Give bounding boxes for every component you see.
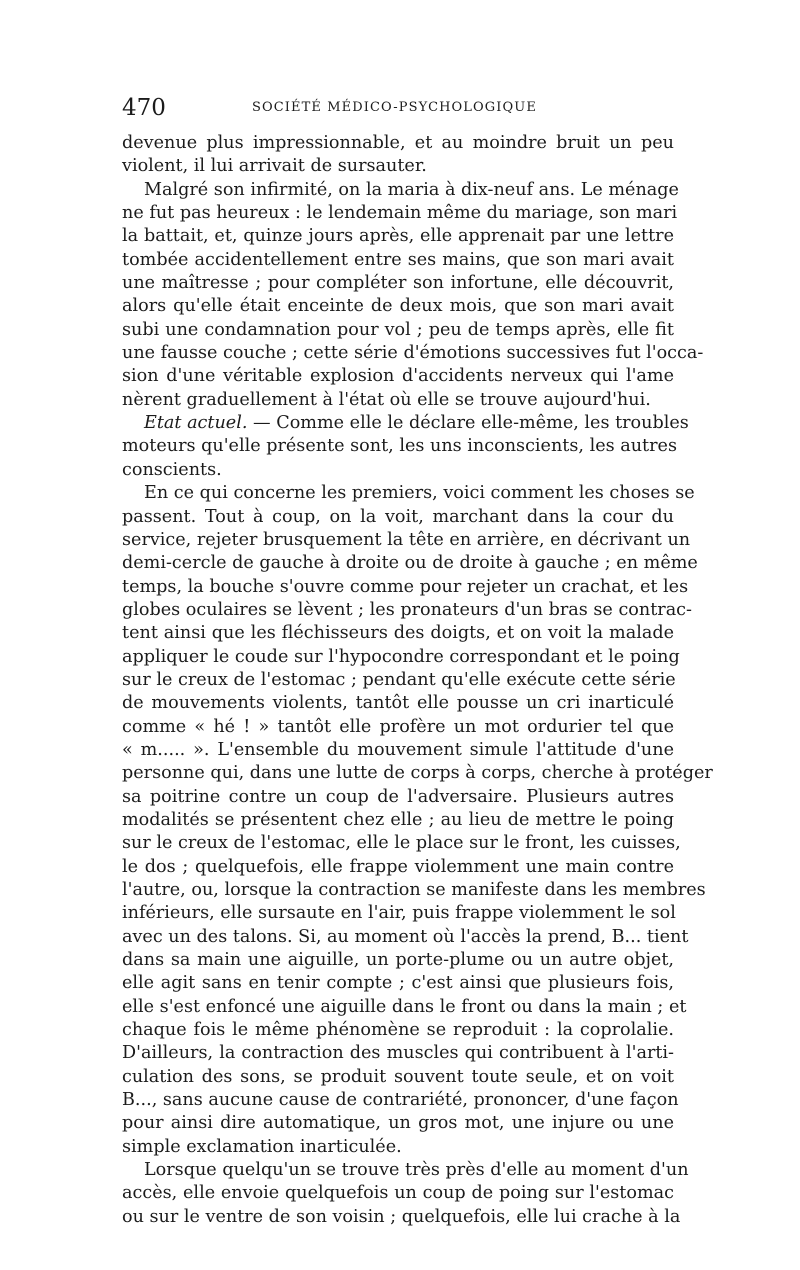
text-line: dans sa main une aiguille, un porte-plume ou un autre objet, xyxy=(122,950,674,971)
text-line: tombée accidentellement entre ses mains, que son mari avait xyxy=(122,249,674,270)
text-line: une maîtresse ; pour compléter son infortune, elle découvrit, xyxy=(122,273,674,294)
section-label-text: — Comme elle le déclare elle-même, les troubles xyxy=(253,413,689,434)
text-line: tent ainsi que les fléchisseurs des doigts, et on voit la malade xyxy=(122,623,674,644)
text-line: avec un des talons. Si, au moment où l'accès la prend, B... tient xyxy=(122,926,689,947)
text-line: sur le creux de l'estomac ; pendant qu'elle exécute cette série xyxy=(122,669,676,690)
text-line: l'autre, ou, lorsque la contraction se manifeste dans les membres xyxy=(122,880,706,900)
running-title: SOCIÉTÉ MÉDICO-PSYCHOLOGIQUE xyxy=(252,100,537,115)
text-line: elle agit sans en tenir compte ; c'est ainsi que plusieurs fois, xyxy=(122,973,674,994)
text-line: temps, la bouche s'ouvre comme pour rejeter un crachat, et les xyxy=(122,576,689,597)
text-line: personne qui, dans une lutte de corps à corps, cherche à protéger xyxy=(122,763,713,784)
text-line: culation des sons, se produit souvent toute seule, et on voit xyxy=(122,1066,674,1087)
page-number: 470 xyxy=(122,95,166,121)
text-line: simple exclamation inarticulée. xyxy=(122,1136,402,1157)
text-line: moteurs qu'elle présente sont, les uns inconscients, les autres xyxy=(122,436,677,457)
text-line: inférieurs, elle sursaute en l'air, puis frappe violemment le sol xyxy=(122,903,676,924)
text-line: sion d'une véritable explosion d'accidents nerveux qui l'ame xyxy=(122,366,674,387)
text-line: « m..... ». L'ensemble du mouvement simule l'attitude d'une xyxy=(122,739,674,760)
text-line: ou sur le ventre de son voisin ; quelquefois, elle lui crache à la xyxy=(122,1206,681,1227)
text-line: nèrent graduellement à l'état où elle se trouve aujourd'hui. xyxy=(122,389,651,410)
text-line: chaque fois le même phénomène se reproduit : la coprolalie. xyxy=(122,1020,674,1041)
text-line: sur le creux de l'estomac, elle le place sur le front, les cuisses, xyxy=(122,833,681,854)
text-line: Lorsque quelqu'un se trouve très près d'elle au moment d'un xyxy=(144,1160,689,1181)
text-line: pour ainsi dire automatique, un gros mot, une injure ou une xyxy=(122,1113,674,1134)
text-line: globes oculaires se lèvent ; les pronateurs d'un bras se contrac- xyxy=(122,599,692,620)
text-line: accès, elle envoie quelquefois un coup de poing sur l'estomac xyxy=(122,1183,674,1204)
text-line: le dos ; quelquefois, elle frappe violemment une main contre xyxy=(122,856,674,877)
text-line: D'ailleurs, la contraction des muscles qui contribuent à l'arti- xyxy=(122,1043,674,1064)
text-line: demi-cercle de gauche à droite ou de droite à gauche ; en même xyxy=(122,553,698,574)
text-line-with-section-label xyxy=(122,412,689,435)
text-line: alors qu'elle était enceinte de deux mois, que son mari avait xyxy=(122,296,674,317)
text-line: B..., sans aucune cause de contrariété, prononcer, d'une façon xyxy=(122,1090,679,1111)
running-head xyxy=(122,93,674,123)
text-line: subi une condamnation pour vol ; peu de temps après, elle fit xyxy=(122,319,674,340)
text-line: modalités se présentent chez elle ; au lieu de mettre le poing xyxy=(122,809,674,830)
text-line: devenue plus impressionnable, et au moindre bruit un peu xyxy=(122,133,674,153)
text-line: passent. Tout à coup, on la voit, marchant dans la cour du xyxy=(122,506,674,527)
text-line: sa poitrine contre un coup de l'adversaire. Plusieurs autres xyxy=(122,786,674,807)
text-line: Malgré son infirmité, on la maria à dix-neuf ans. Le ménage xyxy=(144,179,679,200)
text-line: comme « hé ! » tantôt elle profère un mot ordurier tel que xyxy=(122,716,674,737)
text-line: appliquer le coude sur l'hypocondre correspondant et le poing xyxy=(122,646,680,667)
text-line: la battait, et, quinze jours après, elle apprenait par une lettre xyxy=(122,226,674,247)
text-line: une fausse couche ; cette série d'émotions successives fut l'occa- xyxy=(122,343,704,364)
text-line: ne fut pas heureux : le lendemain même du mariage, son mari xyxy=(122,203,678,224)
text-line: En ce qui concerne les premiers, voici comment les choses se xyxy=(144,483,695,504)
text-line: elle s'est enfoncé une aiguille dans le front ou dans la main ; et xyxy=(122,996,687,1017)
text-line: de mouvements violents, tantôt elle pousse un cri inarticulé xyxy=(122,693,674,714)
body-text xyxy=(122,132,713,1229)
text-line: violent, il lui arrivait de sursauter. xyxy=(122,156,427,177)
text-line: conscients. xyxy=(122,459,222,480)
text-line: service, rejeter brusquement la tête en arrière, en décrivant un xyxy=(122,529,691,550)
section-label: Etat actuel. xyxy=(144,413,248,434)
